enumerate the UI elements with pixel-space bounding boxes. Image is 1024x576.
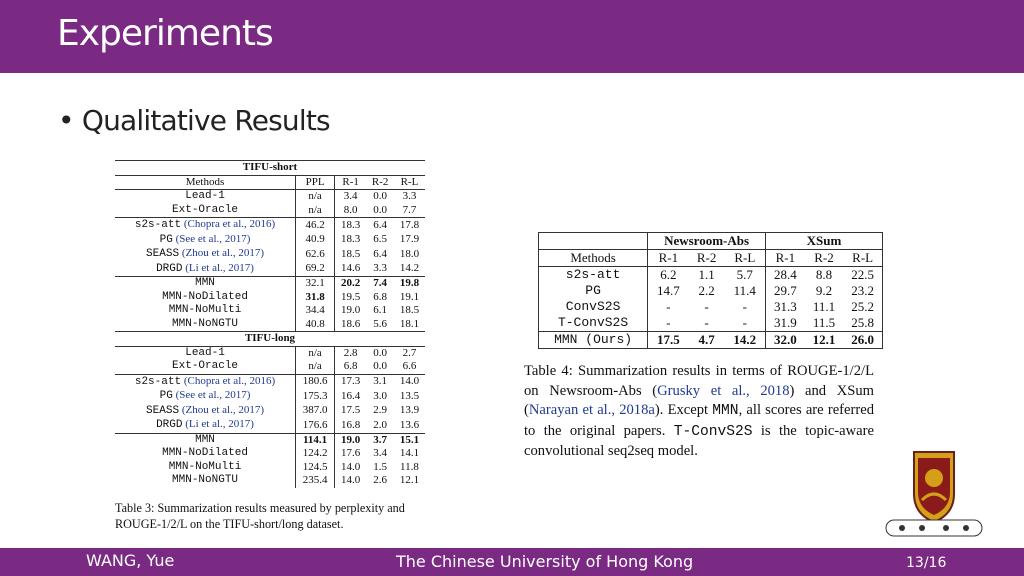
table-row: PG (See et al., 2017) 175.3 16.4 3.0 13.5: [159, 389, 420, 402]
footer-author: WANG, Yue: [86, 551, 175, 570]
table3-header-row: Methods PPL R-1 R-2 R-L: [185, 175, 419, 188]
table-row: Ext-Oracle n/a 8.0 0.0 7.7: [172, 203, 417, 216]
table-row: MMN-NoMulti 124.5 14.0 1.5 11.8: [168, 460, 419, 473]
table-row: s2s-att 6.2 1.1 5.7 28.4 8.8 22.5: [539, 267, 883, 284]
table-row: MMN-NoDilated 124.2 17.6 3.4 14.1: [162, 447, 420, 459]
table-row: MMN (Ours) 17.5 4.7 14.2 32.0 12.1 26.0: [539, 332, 883, 349]
table-row: MMN-NoDilated 31.8 19.5 6.8 19.1: [162, 290, 420, 303]
table4-group-newsroom: Newsroom-Abs: [648, 233, 766, 250]
table-row: MMN-NoNGTU 40.8 18.6 5.6 18.1: [172, 317, 420, 330]
table-row: MMN 32.1 20.2 7.4 19.8: [115, 277, 425, 291]
table3-long-title: TIFU-long: [115, 332, 425, 347]
table-row: PG 14.7 2.2 11.4 29.7 9.2 23.2: [585, 283, 874, 298]
table-row: ConvS2S - - - 31.3 11.1 25.2: [565, 299, 874, 314]
table-row: DRGD (Li et al., 2017) 176.6 16.8 2.0 13.6: [156, 418, 420, 431]
table3-short-title: TIFU-short: [115, 161, 425, 176]
bullet-marker: •: [58, 104, 74, 137]
table-row: Lead-1 n/a 2.8 0.0 2.7: [185, 346, 417, 359]
table-row: DRGD (Li et al., 2017) 69.2 14.6 3.3 14.2: [156, 261, 420, 275]
table-row: Lead-1 n/a 3.4 0.0 3.3: [115, 190, 425, 204]
bullet-text: Qualitative Results: [81, 104, 330, 137]
table-row: SEASS (Zhou et al., 2017) 62.6 18.5 6.4 18.0: [146, 247, 420, 260]
table-row: T-ConvS2S - - - 31.9 11.5 25.8: [557, 315, 874, 330]
table4-header-row: Methods R-1 R-2 R-L R-1 R-2 R-L: [570, 250, 874, 265]
footer-institution: The Chinese University of Hong Kong: [396, 552, 694, 571]
header-bar: [0, 0, 1024, 73]
slide-title: Experiments: [57, 13, 273, 54]
table-row: MMN 114.1 19.0 3.7 15.1: [115, 433, 425, 447]
table-row: Ext-Oracle n/a 6.8 0.0 6.6: [172, 360, 417, 372]
table4-group-xsum: XSum: [766, 233, 883, 250]
table-row: MMN-NoMulti 34.4 19.0 6.1 18.5: [168, 304, 420, 316]
table-row: PG (See et al., 2017) 40.9 18.3 6.5 17.9: [159, 232, 420, 246]
table-row: s2s-att (Chopra et al., 2016) 46.2 18.3 6.4 17.8: [115, 218, 425, 233]
table-row: MMN-NoNGTU 235.4 14.0 2.6 12.1: [172, 474, 420, 486]
table-row: SEASS (Zhou et al., 2017) 387.0 17.5 2.9 13.9: [146, 403, 420, 417]
table-3: [115, 160, 425, 488]
table3-caption: Table 3: Summarization results measured by perplexity and ROUGE-1/2/L on the TIFU-short/long dataset.: [115, 501, 405, 531]
table4-caption: Table 4: Summarization results in terms of ROUGE-1/2/L on Newsroom-Abs (Grusky et al., 2018) and XSum (Narayan et al., 2018a). Except MMN, all scores are referred to the original papers. T-ConvS2S is the topic-aware convolutional seq2seq model.: [524, 363, 875, 459]
bullet-point: [58, 104, 330, 137]
cuhk-crest-icon: [880, 448, 988, 540]
table-row: s2s-att (Chopra et al., 2016) 180.6 17.3 3.1 14.0: [115, 374, 425, 389]
footer-bar: [0, 548, 1024, 576]
page-number: 13/16: [906, 555, 947, 571]
table-4: [538, 232, 883, 349]
